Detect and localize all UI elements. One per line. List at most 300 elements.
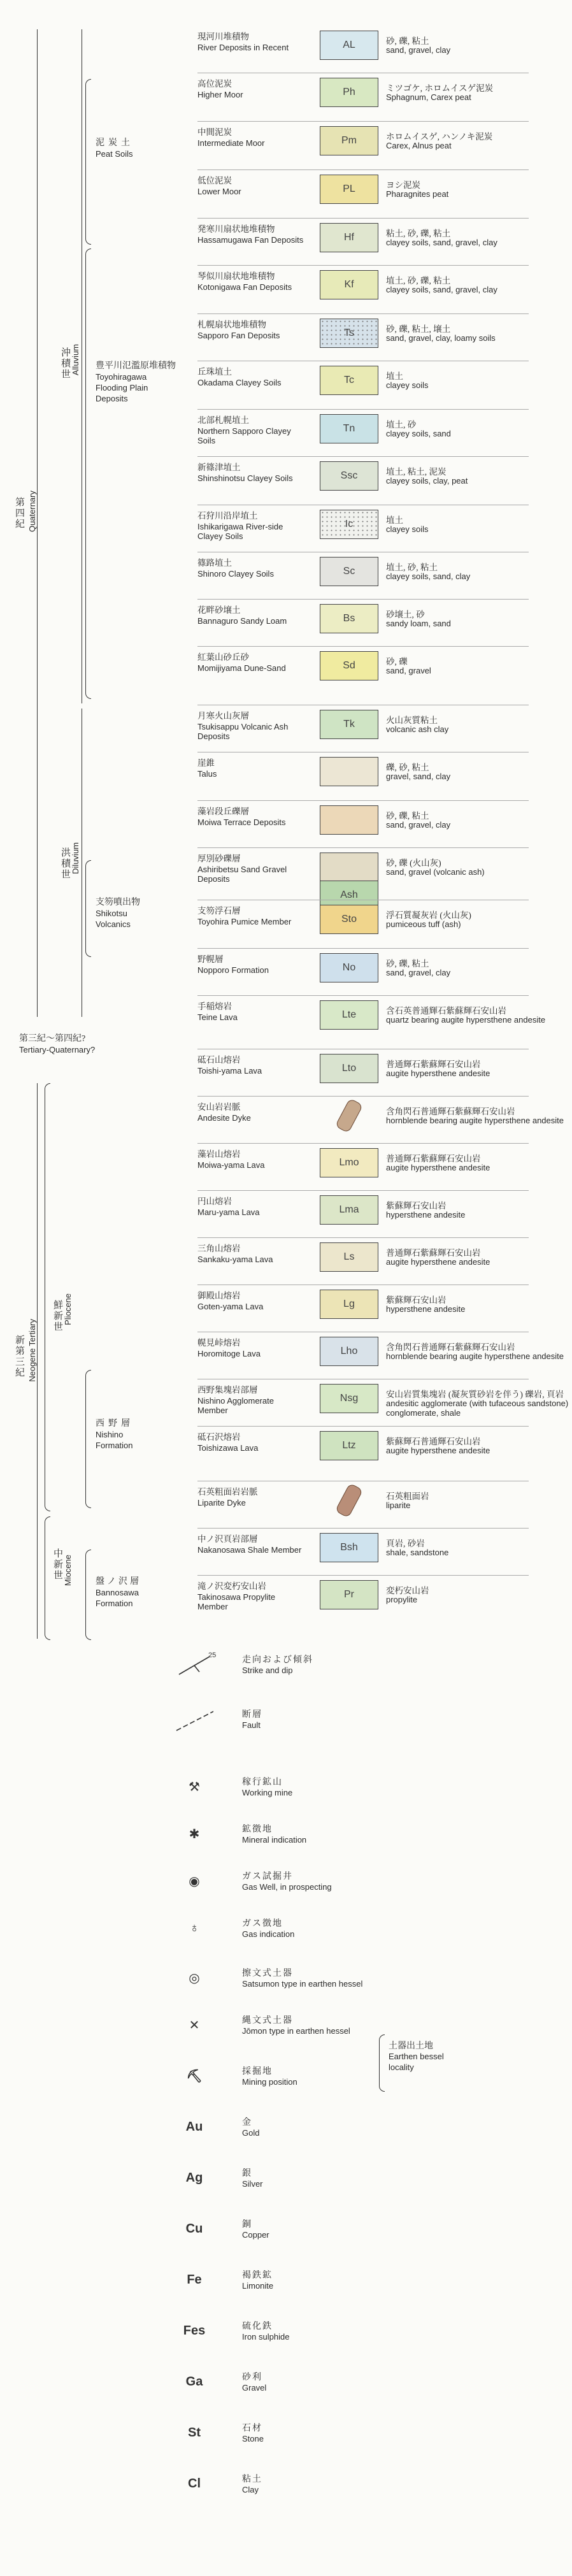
legend-unit-row — [197, 460, 529, 493]
unit-name-jp: 発寒川扇状地堆積物 — [197, 224, 275, 234]
unit-name-jp: 安山岩岩脈 — [197, 1102, 241, 1112]
symbol-label-jp: 断層 — [242, 1710, 262, 1720]
symbol-label-en: Gas Well, in prospecting — [242, 1882, 332, 1892]
tertiary-quaternary-group — [19, 1033, 95, 1055]
unit-name-jp: 石狩川沿岸埴土 — [197, 511, 258, 521]
pliocene-label-en: Pliocene — [63, 1293, 73, 1325]
miocene-bracket — [45, 1516, 50, 1640]
unit-separator — [197, 218, 529, 219]
unit-desc-en: augite hypersthene andesite — [386, 1163, 490, 1172]
dyke-pattern — [335, 1483, 364, 1518]
unit-name-en: Maru-yama Lava — [197, 1207, 260, 1217]
unit-name-en: Nopporo Formation — [197, 965, 269, 975]
nishino-group — [96, 1418, 134, 1451]
unit-desc-en: sand, gravel (volcanic ash) — [386, 867, 485, 877]
unit-desc-jp: 含石英普通輝石紫蘇輝石安山岩 — [386, 1006, 506, 1016]
dyke-pattern — [335, 1098, 364, 1133]
symbol-label-jp: ガス徴地 — [242, 1919, 283, 1929]
unit-desc-jp: 砂, 礫, 粘土, 壌土 — [386, 324, 451, 334]
tertiary-quaternary-en: Tertiary-Quaternary? — [19, 1045, 96, 1054]
legend-unit-row — [197, 556, 529, 589]
unit-desc-jp: 安山岩質集塊岩 (凝灰質砂岩を伴う) 礫岩, 頁岩 — [386, 1390, 564, 1399]
symbol-mark: ✕ — [189, 2018, 200, 2033]
unit-name-jp: 砥石沢熔岩 — [197, 1432, 241, 1442]
tertiary-quaternary-jp: 第三紀〜第四紀? — [19, 1034, 86, 1044]
unit-desc-en: clayey soils, clay, peat — [386, 476, 468, 486]
symbol-label-jp: 硫化鉄 — [242, 2322, 273, 2331]
symbol-label-en: Gas indication — [242, 1929, 295, 1939]
unit-name-jp: 滝ノ沢変朽安山岩 — [197, 1581, 266, 1591]
symbol-label-jp: 稼行鉱山 — [242, 1778, 283, 1787]
legend-unit-row — [197, 222, 529, 255]
unit-desc-jp: ヨシ泥炭 — [386, 180, 420, 190]
unit-swatch: Ssc — [320, 461, 378, 491]
unit-name-en: Ashiribetsu Sand Gravel Deposits — [197, 865, 287, 884]
unit-swatch: Hf — [320, 223, 378, 252]
symbol-mark: Au — [185, 2119, 203, 2134]
unit-desc-en: volcanic ash clay — [386, 724, 449, 734]
shikotsu-jp: 支笏噴出物 — [96, 898, 140, 907]
symbol-label-jp: 採掘地 — [242, 2067, 273, 2076]
legend-unit-row — [197, 1241, 529, 1274]
unit-desc-en: clayey soils, sand, gravel, clay — [386, 285, 497, 294]
miocene-label-en: Miocene — [63, 1555, 73, 1587]
unit-name-jp: 野幌層 — [197, 954, 224, 964]
shikotsu-group — [96, 897, 140, 930]
unit-desc-jp: 火山灰質粘土 — [386, 716, 438, 725]
unit-name-en: Nakanosawa Shale Member — [197, 1545, 302, 1555]
unit-desc-en: shale, sandstone — [386, 1548, 449, 1557]
unit-desc-jp: 埴土, 砂, 粘土 — [386, 563, 438, 572]
unit-desc-en: sand, gravel, clay, loamy soils — [386, 333, 496, 343]
unit-name-en: Lower Moor — [197, 187, 241, 196]
unit-desc-jp: 普通輝石紫蘇輝石安山岩 — [386, 1248, 481, 1258]
symbol-mark: ⚒ — [189, 1780, 200, 1794]
unit-desc-en: augite hypersthene andesite — [386, 1446, 490, 1455]
unit-name-jp: 篠路埴土 — [197, 558, 232, 568]
unit-desc-en: Carex, Alnus peat — [386, 141, 452, 150]
unit-name-en: Toishizawa Lava — [197, 1443, 259, 1453]
unit-desc-en: Pharagnites peat — [386, 189, 449, 199]
unit-desc-en: clayey soils, sand — [386, 429, 451, 438]
unit-swatch: Lte — [320, 1000, 378, 1030]
shikotsu-bracket — [85, 860, 91, 957]
unit-name-en: Okadama Clayey Soils — [197, 378, 282, 387]
unit-desc-en: augite hypersthene andesite — [386, 1069, 490, 1078]
pottery-bracket — [379, 2034, 385, 2092]
unit-separator — [197, 847, 529, 848]
legend-unit-row — [197, 413, 529, 446]
symbol-mark: Ga — [185, 2374, 203, 2389]
neogene-label-en: Neogene Tertiary — [27, 1319, 37, 1382]
unit-swatch: Tk — [320, 710, 378, 739]
unit-swatch: Ts — [320, 319, 378, 348]
bannosawa-jp: 盤ノ沢層 — [96, 1577, 141, 1587]
unit-desc-en: sand, gravel, clay — [386, 45, 451, 55]
unit-name-jp: 低位泥炭 — [197, 176, 232, 185]
unit-desc-en: clayey soils — [386, 380, 429, 390]
unit-name-en: Toishi-yama Lava — [197, 1066, 262, 1076]
legend-unit-row — [197, 1579, 529, 1612]
unit-name-jp: 紅葉山砂丘砂 — [197, 652, 249, 662]
unit-desc-en: hornblende bearing augite hypersthene andesite — [386, 1351, 564, 1361]
peat-bracket — [85, 79, 91, 245]
symbol-label-jp: 鉱徴地 — [242, 1825, 273, 1834]
legend-unit-row — [197, 1335, 564, 1369]
symbol-label-jp: 金 — [242, 2118, 252, 2127]
toyohiragawa-jp: 豊平川氾濫原堆積物 — [96, 361, 176, 371]
unit-swatch: Sto — [320, 905, 378, 934]
unit-name-en: Moiwa-yama Lava — [197, 1160, 265, 1170]
unit-desc-jp: ミツゴケ, ホロムイスゲ泥炭 — [386, 83, 494, 93]
unit-desc-jp: 礫, 砂, 粘土 — [386, 763, 429, 772]
unit-desc-en: pumiceous tuff (ash) — [386, 919, 461, 929]
symbol-label-jp: 砂利 — [242, 2373, 262, 2382]
unit-name-en: Bannaguro Sandy Loam — [197, 616, 287, 626]
unit-swatch — [320, 853, 378, 882]
unit-desc-jp: 普通輝石紫蘇輝石安山岩 — [386, 1060, 481, 1069]
unit-name-jp: 月寒火山灰層 — [197, 711, 249, 721]
unit-desc-en: hypersthene andesite — [386, 1304, 466, 1314]
unit-separator — [197, 948, 529, 949]
unit-swatch: Lma — [320, 1195, 378, 1225]
unit-swatch: Ls — [320, 1242, 378, 1272]
symbol-label-jp: 縄文式土器 — [242, 2016, 293, 2026]
unit-separator — [197, 1096, 529, 1097]
unit-name-jp: 三角山熔岩 — [197, 1244, 241, 1253]
unit-name-jp: 崖錐 — [197, 758, 215, 768]
legend-unit-row — [197, 29, 529, 62]
unit-desc-jp: 砂壌土, 砂 — [386, 610, 425, 619]
unit-name-en: Sapporo Fan Deposits — [197, 331, 280, 340]
nishino-en-2: Formation — [96, 1441, 133, 1450]
unit-name-jp: 手稲熔岩 — [197, 1002, 232, 1011]
unit-desc-en: augite hypersthene andesite — [386, 1257, 490, 1267]
legend-unit-row — [197, 903, 529, 937]
unit-desc-jp: 砂, 礫, 粘土 — [386, 811, 429, 821]
unit-swatch: Kf — [320, 270, 378, 299]
unit-name-jp: 高位泥炭 — [197, 79, 232, 89]
symbol-mark: ✱ — [189, 1827, 200, 1841]
symbol-mark: Fes — [183, 2323, 206, 2338]
legend-unit-row — [197, 76, 529, 110]
unit-desc-jp: 埴土, 砂, 礫, 粘土 — [386, 276, 451, 285]
nishino-en-1: Nishino — [96, 1430, 124, 1439]
legend-unit-row — [197, 804, 529, 837]
bannosawa-en-2: Formation — [96, 1599, 133, 1608]
symbol-label-jp: 石材 — [242, 2424, 262, 2433]
unit-name-en: Northern Sapporo Clayey Soils — [197, 426, 291, 445]
diluvium-label-jp: 洪積世 — [60, 847, 70, 880]
symbol-label-en: Mineral indication — [242, 1835, 307, 1845]
unit-name-jp: 丘珠埴土 — [197, 367, 232, 377]
unit-separator — [197, 1237, 529, 1238]
alluvium-label-en: Alluvium — [71, 344, 80, 376]
unit-swatch: Nsg — [320, 1384, 378, 1413]
symbol-label-jp: 粘土 — [242, 2475, 262, 2484]
unit-separator — [197, 1190, 529, 1191]
legend-unit-row — [197, 756, 529, 789]
unit-name-jp: 現河川堆積物 — [197, 32, 249, 41]
symbol-label-jp: 走向および傾斜 — [242, 1655, 313, 1665]
symbol-mark: ◉ — [189, 1874, 200, 1889]
unit-swatch: No — [320, 953, 378, 982]
peat-soils-jp: 泥炭土 — [96, 138, 134, 148]
unit-desc-jp: 浮石質凝灰岩 (火山灰) — [386, 910, 471, 920]
shikotsu-en-1: Shikotsu — [96, 909, 127, 918]
unit-desc-jp: 紫蘇輝石安山岩 — [386, 1295, 447, 1305]
legend-unit-row — [197, 1532, 529, 1565]
unit-swatch: Ash — [320, 881, 378, 910]
nishino-bracket — [85, 1370, 91, 1508]
toyohiragawa-en-1: Toyohiragawa — [96, 372, 147, 382]
unit-swatch — [320, 1486, 378, 1515]
bannosawa-group — [96, 1576, 141, 1609]
unit-swatch: Pr — [320, 1580, 378, 1609]
unit-swatch: Ph — [320, 78, 378, 107]
legend-unit-row — [197, 1147, 529, 1180]
unit-name-en: Sankaku-yama Lava — [197, 1255, 273, 1264]
symbol-label-en: Strike and dip — [242, 1666, 293, 1675]
symbol-mark: Cu — [185, 2221, 203, 2236]
unit-name-jp: 御殿山熔岩 — [197, 1291, 241, 1300]
unit-swatch — [320, 1101, 378, 1130]
unit-name-en: Tsukisappu Volcanic Ash Deposits — [197, 722, 289, 741]
unit-swatch: PL — [320, 175, 378, 204]
unit-name-jp: 琴似川扇状地堆積物 — [197, 271, 275, 281]
unit-swatch: Bsh — [320, 1533, 378, 1562]
unit-name-en: Liparite Dyke — [197, 1498, 246, 1507]
symbol-label-en: Mining position — [242, 2077, 297, 2087]
unit-desc-en: hornblende bearing augite hypersthene andesite — [386, 1116, 564, 1125]
unit-name-jp: 西野集塊岩部層 — [197, 1385, 258, 1395]
unit-name-jp: 新篠津埴土 — [197, 463, 241, 472]
quaternary-label-jp: 第四紀 — [14, 497, 24, 529]
unit-desc-jp: 紫蘇輝石安山岩 — [386, 1201, 447, 1211]
unit-name-en: Talus — [197, 769, 217, 779]
symbol-label-en: Gravel — [242, 2383, 267, 2393]
unit-separator — [197, 121, 529, 122]
unit-separator — [197, 995, 529, 996]
unit-desc-en: andesitic agglomerate (with tufaceous sandstone) conglomerate, shale — [386, 1399, 569, 1418]
unit-name-jp: 厚別砂礫層 — [197, 854, 241, 863]
unit-desc-en: propylite — [386, 1595, 418, 1604]
unit-separator — [197, 599, 529, 600]
unit-desc-jp: 粘土, 砂, 礫, 粘土 — [386, 229, 451, 238]
unit-name-en: Intermediate Moor — [197, 138, 265, 148]
symbol-label-en: Stone — [242, 2434, 264, 2443]
unit-desc-jp: 石英粗面岩 — [386, 1492, 429, 1501]
unit-separator — [197, 1528, 529, 1529]
unit-swatch: Tn — [320, 414, 378, 443]
unit-desc-jp: 含角閃石普通輝石紫蘇輝石安山岩 — [386, 1342, 515, 1352]
symbol-label-en: Working mine — [242, 1788, 293, 1797]
unit-name-en: Nishino Agglomerate Member — [197, 1396, 274, 1415]
legend-unit-row — [197, 125, 529, 158]
unit-desc-en: sand, gravel, clay — [386, 820, 451, 830]
symbol-label-en: Clay — [242, 2485, 259, 2494]
unit-swatch: Bs — [320, 604, 378, 633]
unit-separator — [197, 646, 529, 647]
unit-desc-jp: 埴土 — [386, 371, 403, 381]
unit-swatch: Lto — [320, 1054, 378, 1083]
legend-unit-row — [197, 364, 529, 398]
symbol-mark: Cl — [188, 2476, 201, 2491]
symbol-label-jp: 銀 — [242, 2169, 252, 2178]
unit-desc-jp: 埴土, 粘土, 泥炭 — [386, 467, 447, 477]
unit-name-jp: 札幌扇状地堆積物 — [197, 320, 266, 329]
legend-unit-row — [197, 999, 546, 1032]
unit-name-en: Shinoro Clayey Soils — [197, 569, 274, 579]
toyohiragawa-en-2: Flooding Plain — [96, 383, 148, 392]
unit-desc-jp: 埴土 — [386, 515, 403, 525]
symbol-label-en: Jōmon type in earthen hessel — [242, 2026, 350, 2036]
legend-unit-row — [197, 1100, 564, 1133]
unit-name-jp: 石英粗面岩岩脈 — [197, 1487, 258, 1497]
bannosawa-en-1: Bannosawa — [96, 1588, 139, 1597]
diluvium-label-en: Diluvium — [71, 842, 80, 874]
unit-desc-en: clayey soils, sand, gravel, clay — [386, 238, 497, 247]
symbol-label-en: Silver — [242, 2179, 263, 2189]
peat-soils-group — [96, 138, 134, 159]
unit-name-en: Teine Lava — [197, 1012, 238, 1022]
symbol-label-jp: 擦文式土器 — [242, 1969, 293, 1978]
toyohiragawa-group — [96, 361, 176, 404]
legend-unit-row — [197, 1430, 529, 1463]
pottery-jp: 土器出土地 — [389, 2041, 433, 2051]
unit-name-en: Higher Moor — [197, 90, 243, 99]
symbol-mark: ◎ — [189, 1971, 200, 1985]
pottery-en-2: locality — [389, 2062, 414, 2072]
unit-separator — [197, 409, 529, 410]
unit-desc-jp: 埴土, 砂 — [386, 420, 417, 429]
unit-name-jp: 幌見峠熔岩 — [197, 1338, 241, 1348]
unit-separator — [197, 313, 529, 314]
unit-swatch — [320, 805, 378, 835]
unit-name-en: Horomitoge Lava — [197, 1349, 261, 1358]
unit-swatch: Lmo — [320, 1148, 378, 1177]
strike-dip-icon — [175, 1651, 213, 1677]
unit-desc-en: liparite — [386, 1500, 411, 1510]
symbol-mark: Fe — [187, 2272, 202, 2287]
unit-name-en: Moiwa Terrace Deposits — [197, 817, 286, 827]
miocene-label-jp: 中新世 — [52, 1548, 62, 1581]
unit-swatch: Ic — [320, 510, 378, 539]
legend-unit-row — [197, 317, 529, 350]
unit-separator — [197, 1426, 529, 1427]
unit-separator — [197, 265, 529, 266]
dip-value: 25 — [208, 1651, 217, 1659]
symbol-label-jp: ガス試掘井 — [242, 1872, 293, 1882]
symbol-mark: Ag — [185, 2170, 203, 2185]
unit-swatch: Lg — [320, 1290, 378, 1319]
unit-desc-en: hypersthene andesite — [386, 1210, 466, 1220]
neogene-label-jp: 新第三紀 — [14, 1335, 24, 1378]
pliocene-bracket — [45, 1083, 50, 1511]
unit-name-jp: 花畔砂壌土 — [197, 605, 241, 615]
symbol-mark — [175, 1706, 213, 1732]
unit-name-en: Takinosawa Propylite Member — [197, 1592, 276, 1611]
unit-desc-jp: 変朽安山岩 — [386, 1586, 429, 1595]
unit-swatch: Tc — [320, 366, 378, 395]
unit-desc-jp: 紫蘇輝石普通輝石安山岩 — [386, 1437, 481, 1446]
symbol-mark: ⛏ — [186, 2069, 203, 2083]
quaternary-label-en: Quaternary — [27, 491, 37, 533]
symbol-label-en: Iron sulphide — [242, 2332, 290, 2342]
alluvium-label-jp: 沖積世 — [60, 347, 70, 380]
unit-name-jp: 北部札幌埴土 — [197, 415, 249, 425]
unit-desc-jp: 砂, 礫 (火山灰) — [386, 858, 441, 868]
unit-name-en: Goten-yama Lava — [197, 1302, 264, 1311]
unit-name-en: Andesite Dyke — [197, 1113, 251, 1123]
symbol-label-en: Fault — [242, 1720, 261, 1730]
bannosawa-bracket — [85, 1550, 91, 1640]
unit-desc-en: gravel, sand, clay — [386, 772, 451, 781]
legend-unit-row — [197, 1485, 529, 1518]
legend-unit-row — [197, 1383, 569, 1418]
nishino-jp: 西野層 — [96, 1419, 134, 1428]
unit-swatch: Lho — [320, 1337, 378, 1366]
symbol-mark: St — [188, 2425, 201, 2440]
symbol-label-jp: 銅 — [242, 2220, 252, 2229]
neogene-line — [37, 1083, 38, 1639]
unit-separator — [197, 456, 529, 457]
legend-unit-row — [197, 173, 529, 206]
unit-separator — [197, 1284, 529, 1285]
unit-name-jp: 中間泥炭 — [197, 127, 232, 137]
peat-soils-en: Peat Soils — [96, 149, 133, 159]
symbol-label-en: Gold — [242, 2128, 260, 2138]
shikotsu-en-2: Volcanics — [96, 919, 131, 929]
unit-desc-en: quartz bearing augite hypersthene andesite — [386, 1015, 546, 1025]
legend-unit-row — [197, 1288, 529, 1321]
unit-name-jp: 中ノ沢頁岩部層 — [197, 1534, 258, 1544]
unit-separator — [197, 1143, 529, 1144]
fault-icon — [175, 1706, 213, 1732]
unit-separator — [197, 800, 529, 801]
toyohira-bracket — [85, 248, 91, 699]
unit-name-en: Momijiyama Dune-Sand — [197, 663, 286, 673]
unit-name-en: Kotonigawa Fan Deposits — [197, 282, 292, 292]
unit-swatch: Ltz — [320, 1431, 378, 1460]
unit-separator — [197, 169, 529, 170]
toyohiragawa-en-3: Deposits — [96, 394, 128, 403]
legend-unit-row — [197, 709, 529, 742]
unit-swatch: Sd — [320, 651, 378, 680]
unit-desc-jp: 頁岩, 砂岩 — [386, 1539, 425, 1548]
unit-desc-jp: 砂, 礫, 粘土 — [386, 36, 429, 46]
legend-unit-row — [197, 650, 529, 683]
symbol-mark — [175, 1651, 217, 1677]
unit-desc-en: clayey soils — [386, 524, 429, 534]
unit-name-en: Ishikarigawa River-side Clayey Soils — [197, 522, 283, 541]
legend-unit-row — [197, 603, 529, 636]
unit-desc-en: sand, gravel, clay — [386, 968, 451, 977]
unit-swatch: AL — [320, 31, 378, 60]
quaternary-line — [37, 29, 38, 1017]
pottery-en-1: Earthen bessel — [389, 2052, 444, 2061]
legend-unit-row — [197, 1194, 529, 1227]
unit-name-jp: 藻岩山熔岩 — [197, 1149, 241, 1159]
unit-name-jp: 砥石山熔岩 — [197, 1055, 241, 1065]
symbol-label-en: Copper — [242, 2230, 269, 2240]
symbol-label-jp: 褐鉄鉱 — [242, 2271, 273, 2280]
unit-desc-en: sandy loam, sand — [386, 619, 451, 628]
unit-desc-en: sand, gravel — [386, 666, 431, 675]
unit-name-en: Toyohira Pumice Member — [197, 917, 292, 926]
legend-unit-row — [197, 1053, 529, 1086]
symbol-label-en: Satsumon type in earthen hessel — [242, 1979, 363, 1989]
